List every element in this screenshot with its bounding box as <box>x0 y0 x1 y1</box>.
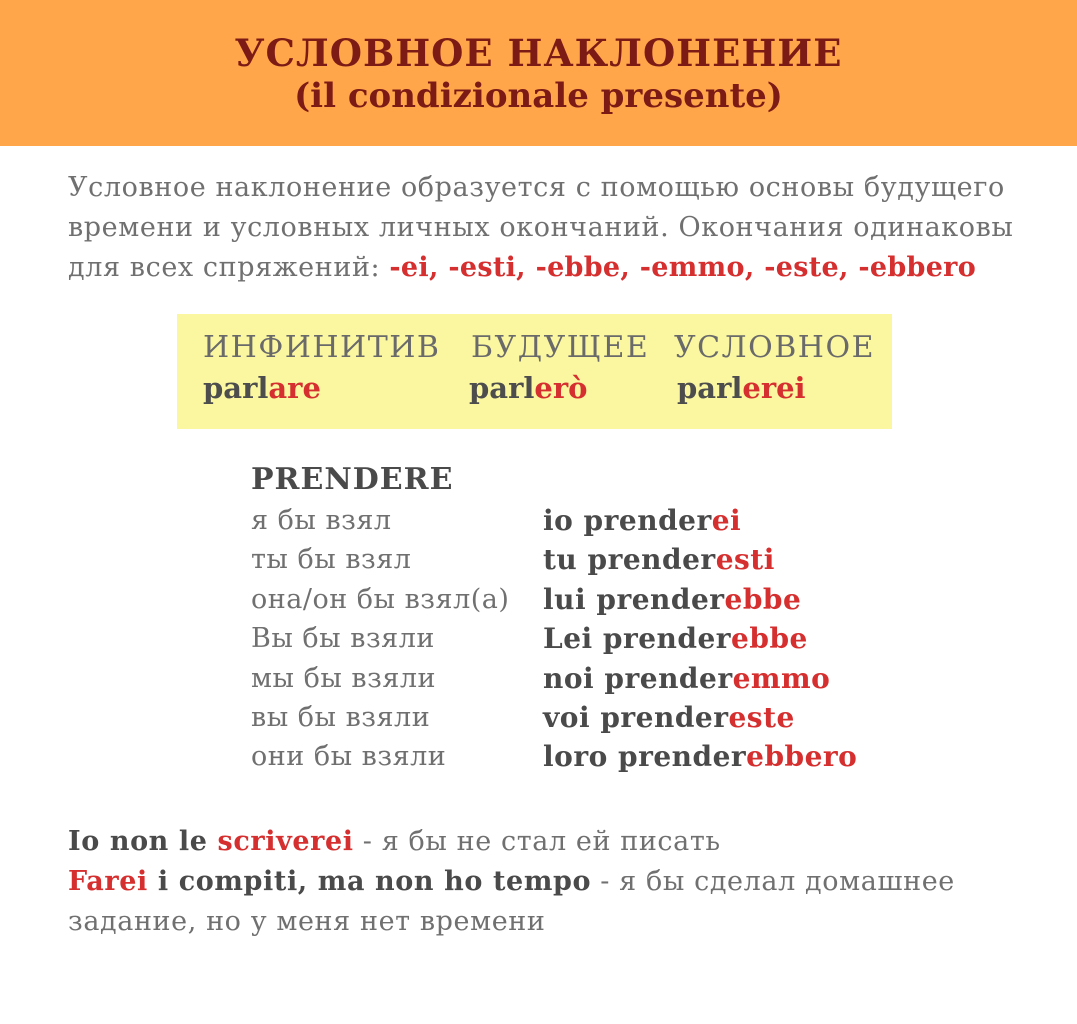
example-italian-plain: i compiti, ma non ho tempo <box>147 866 592 897</box>
intro-paragraph <box>68 168 1058 288</box>
infinitive-ending: are <box>268 371 321 405</box>
conjugation-row <box>251 619 891 659</box>
italian-form <box>543 698 795 738</box>
future-heading: БУДУЩЕЕ <box>471 330 650 365</box>
conditional-ending: erei <box>742 371 806 405</box>
conditional-heading: УСЛОВНОЕ <box>674 330 875 365</box>
conjugation-row <box>251 501 891 541</box>
future-ending: erò <box>534 371 588 405</box>
pronoun-stem: voi prender <box>543 701 729 734</box>
italian-form <box>543 501 741 541</box>
infinitive-form <box>203 369 321 407</box>
conjugation-row <box>251 659 891 699</box>
forms-comparison-box <box>177 314 892 429</box>
conditional-ending: este <box>728 701 795 734</box>
intro-endings: -ei, -esti, -ebbe, -emmo, -este, -ebbero <box>389 252 977 283</box>
example-italian-plain: Io non le <box>68 826 218 857</box>
italian-form <box>543 659 830 699</box>
russian-translation: я бы взял <box>251 505 392 536</box>
russian-translation: они бы взяли <box>251 741 447 772</box>
conditional-form <box>677 369 806 407</box>
example-italian-verb: Farei <box>68 866 148 897</box>
conditional-ending: ebbe <box>731 622 808 655</box>
pronoun-stem: lui prender <box>543 583 725 616</box>
pronoun-stem: loro prender <box>543 740 747 773</box>
conditional-ending: esti <box>715 543 775 576</box>
pronoun-stem: Lei prender <box>543 622 732 655</box>
page-title: УСЛОВНОЕ НАКЛОНЕНИЕ <box>234 31 843 75</box>
conjugation-row <box>251 540 891 580</box>
verb-heading: PRENDERE <box>251 462 454 497</box>
pronoun-stem: io prender <box>543 504 712 537</box>
conditional-stem: parl <box>677 371 743 405</box>
russian-translation: ты бы взял <box>251 544 412 575</box>
pronoun-stem: noi prender <box>543 662 733 695</box>
page-subtitle: (il condizionale presente) <box>294 76 783 116</box>
conjugation-row <box>251 580 891 620</box>
conjugation-row <box>251 737 891 777</box>
conditional-ending: emmo <box>732 662 831 695</box>
russian-translation: она/он бы взял(а) <box>251 584 510 615</box>
russian-translation: Вы бы взяли <box>251 623 435 654</box>
future-stem: parl <box>469 371 535 405</box>
italian-form <box>543 580 801 620</box>
conditional-ending: ebbe <box>724 583 802 616</box>
intro-text: Условное наклонение образуется с помощью основы будущего времени и условных личных окончаний. Окончания одинаковы для всех спряжений: <box>68 172 1014 283</box>
italian-form <box>543 540 775 580</box>
infinitive-stem: parl <box>203 371 269 405</box>
italian-form <box>543 619 808 659</box>
conditional-ending: ebbero <box>746 740 858 773</box>
example-sentence <box>68 822 1058 862</box>
russian-translation: вы бы взяли <box>251 702 431 733</box>
example-translation: - я бы не стал ей писать <box>353 826 721 857</box>
pronoun-stem: tu prender <box>543 543 716 576</box>
russian-translation: мы бы взяли <box>251 663 437 694</box>
infinitive-heading: ИНФИНИТИВ <box>203 330 441 365</box>
example-translation: - я бы сделал домашнее задание, но у меня нет времени <box>68 866 955 937</box>
example-sentence <box>68 862 1058 942</box>
italian-form <box>543 737 857 777</box>
example-italian-verb: scriverei <box>217 826 354 857</box>
future-form <box>469 369 587 407</box>
conjugation-row <box>251 698 891 738</box>
conditional-ending: ei <box>711 504 742 537</box>
header-banner <box>0 0 1077 146</box>
